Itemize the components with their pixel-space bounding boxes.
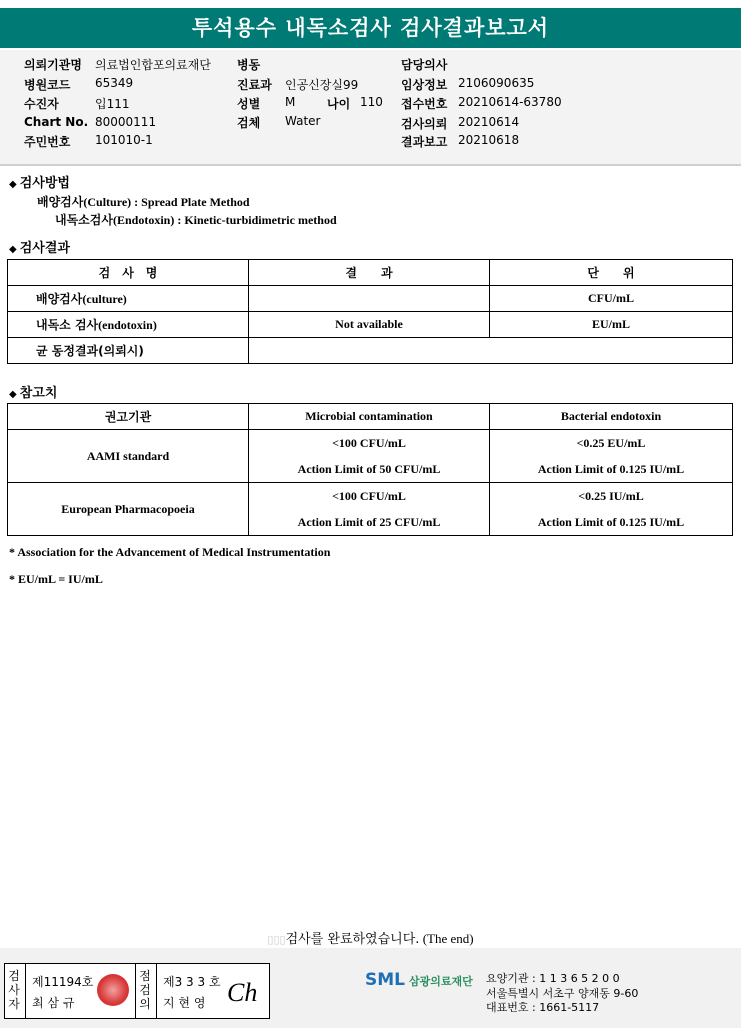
header-unit: 단 위 (490, 260, 733, 286)
resident-no-label: 주민번호 (24, 135, 71, 149)
diamond-bullet-icon: ◆ (9, 244, 17, 255)
institution-label: 의뢰기관명 (24, 58, 82, 72)
org-phone: 대표번호 : 1661-5117 (486, 1001, 600, 1014)
report-date-label: 결과보고 (401, 135, 448, 149)
note-units: * EU/mL = IU/mL (9, 572, 103, 586)
row-identification-name: 균 동정결과(의뢰시) (8, 338, 249, 364)
chart-no-label: Chart No. (24, 115, 89, 129)
chart-no-value: 80000111 (95, 115, 157, 129)
inspector-license: 제3 3 3 호 (163, 975, 221, 989)
resident-no-value: 101010-1 (95, 133, 153, 147)
diamond-bullet-icon: ◆ (9, 389, 17, 400)
row-culture-result (249, 286, 490, 312)
sex-value: M (285, 95, 296, 109)
org-care-code: 요양기관 : 1 1 3 6 5 2 0 0 (486, 972, 620, 985)
results-table (7, 259, 733, 364)
examinee-value: 입111 (95, 97, 130, 111)
patient-info-panel (0, 50, 741, 164)
table-row (8, 312, 733, 338)
receipt-no-label: 접수번호 (401, 97, 448, 111)
reference-section-title: ◆ 참고치 (9, 386, 58, 401)
header-organization: 권고기관 (8, 404, 249, 430)
method-section-title: ◆ 검사방법 (9, 176, 70, 191)
header-microbial: Microbial contamination (249, 404, 490, 430)
results-section-title: ◆ 검사결과 (9, 241, 70, 256)
end-text: ▯▯▯검사를 완료하였습니다. (The end) (267, 931, 474, 947)
ep-microbial: <100 CFU/mL Action Limit of 25 CFU/mL (249, 483, 490, 536)
table-header-row (8, 260, 733, 286)
reference-table (7, 403, 733, 536)
handwritten-signature: Ch (227, 978, 258, 1007)
specimen-label: 검체 (237, 116, 261, 130)
hospital-code-value: 65349 (95, 76, 134, 90)
hospital-code-label: 병원코드 (24, 78, 71, 92)
row-identification-result (249, 338, 733, 364)
table-row (8, 286, 733, 312)
table-row (8, 483, 733, 536)
institution-value: 의료법인합포의료재단 (95, 58, 211, 72)
row-culture-unit: CFU/mL (490, 286, 733, 312)
diamond-bullet-icon: ◆ (9, 179, 17, 190)
note-aami: * Association for the Advancement of Medical Instrumentation (9, 545, 331, 559)
row-endotoxin-name: 내독소 검사(endotoxin) (8, 312, 249, 338)
clinical-info-value: 2106090635 (458, 76, 535, 90)
age-value: 110 (360, 95, 383, 109)
method-endotoxin: 내독소검사(Endotoxin) : Kinetic-turbidimetric method (55, 213, 337, 227)
request-date-value: 20210614 (458, 115, 520, 129)
table-row (8, 430, 733, 483)
doctor-label: 담당의사 (401, 58, 448, 72)
sml-logo: SML 삼광의료재단 (365, 970, 473, 990)
divider (156, 964, 157, 1018)
signature-box (4, 963, 270, 1019)
method-culture: 배양검사(Culture) : Spread Plate Method (37, 195, 250, 209)
ward-label: 병동 (237, 58, 261, 72)
row-culture-name: 배양검사(culture) (8, 286, 249, 312)
ep-org: European Pharmacopoeia (8, 483, 249, 536)
examiner-license: 제11194호 (32, 975, 94, 989)
faded-mark: ▯▯▯ (267, 933, 286, 946)
seal-stamp-icon (97, 974, 129, 1006)
header-result: 결 과 (249, 260, 490, 286)
header-endotoxin: Bacterial endotoxin (490, 404, 733, 430)
ep-endotoxin: <0.25 IU/mL Action Limit of 0.125 IU/mL (490, 483, 733, 536)
report-date-value: 20210618 (458, 133, 520, 147)
aami-endotoxin: <0.25 EU/mL Action Limit of 0.125 IU/mL (490, 430, 733, 483)
table-header-row (8, 404, 733, 430)
row-endotoxin-unit: EU/mL (490, 312, 733, 338)
sex-label: 성별 (237, 97, 261, 111)
divider (0, 164, 741, 166)
age-label: 나이 (327, 97, 351, 111)
examiner-name: 최 삼 규 (32, 996, 75, 1010)
department-value: 인공신장실99 (285, 78, 359, 92)
clinical-info-label: 임상정보 (401, 78, 448, 92)
request-date-label: 검사의뢰 (401, 117, 448, 131)
row-endotoxin-result: Not available (249, 312, 490, 338)
table-row (8, 338, 733, 364)
aami-org: AAMI standard (8, 430, 249, 483)
aami-microbial: <100 CFU/mL Action Limit of 50 CFU/mL (249, 430, 490, 483)
inspector-name: 지 현 영 (163, 996, 206, 1010)
examinee-label: 수진자 (24, 97, 59, 111)
org-address: 서울특별시 서초구 양재동 9-60 (486, 986, 639, 1000)
receipt-no-value: 20210614-63780 (458, 95, 562, 109)
divider (25, 964, 26, 1018)
report-title: 투석용수 내독소검사 검사결과보고서 (0, 8, 741, 48)
divider (135, 964, 136, 1018)
examiner-label: 검사자 (8, 969, 20, 1011)
header-test-name: 검 사 명 (8, 260, 249, 286)
specimen-value: Water (285, 114, 321, 128)
department-label: 진료과 (237, 78, 272, 92)
inspector-label: 점검의 (139, 969, 151, 1011)
org-info (486, 972, 638, 1016)
